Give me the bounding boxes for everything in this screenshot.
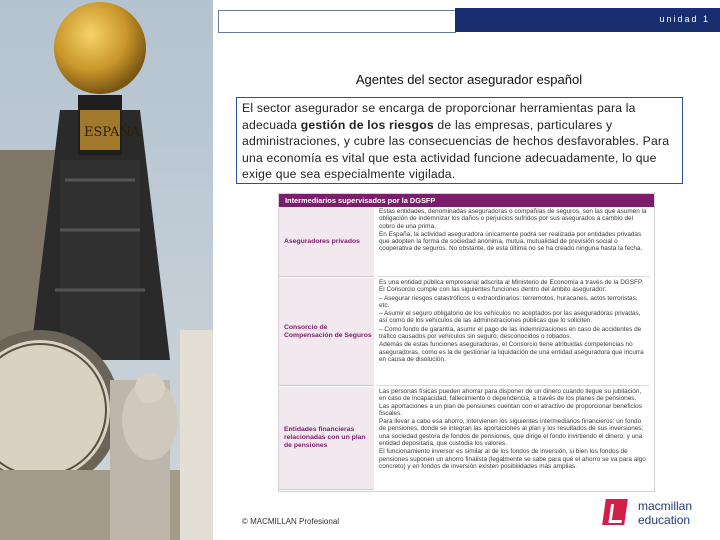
clock-tower-illustration (0, 0, 213, 540)
table-paragraph: – Como fondo de garantía, asumir el pago de las indemnizaciones en caso de accidentes de tráfico causados por vehículos sin seguro, desconocidos o robados. (379, 325, 642, 341)
copyright-footer: © MACMILLAN Profesional (242, 517, 340, 526)
logo-line1: macmillan (638, 499, 693, 513)
table-header: Intermediarios supervisados por la DGSFP (279, 194, 654, 207)
table-paragraph: – Asumir el seguro obligatorio de los vehículos no aceptados por las aseguradoras privadas, así como de los vehículos de las administraciones públicas que lo soliciten. (379, 310, 641, 325)
table-row-label: Aseguradores privados (279, 207, 374, 277)
table-paragraph: Además de estas funciones aseguradoras, el Consorcio tiene atribuidas competencias no aseguradoras, como es la de gestionar la liquidación de una entidad aseguradora que incurra en causa de disolución. (379, 341, 644, 363)
unit-label: unidad 1 (659, 14, 710, 24)
macmillan-logo-mark-icon (602, 499, 628, 525)
svg-text:ESPAÑA: ESPAÑA (84, 125, 141, 140)
table-row-label: Entidades financieras relacionadas con un plan de pensiones (279, 387, 374, 490)
table-row-content (377, 207, 650, 277)
macmillan-logo (604, 499, 712, 531)
table-row-content (377, 278, 650, 386)
table-row-content (377, 387, 650, 490)
table-paragraph: Estas entidades, denominadas aseguradoras o compañías de seguros, son las que asumen la obligación de indemnizar los daños o perjuicios sufridos por sus asegurados a cambio del cobro de una prima. (379, 208, 647, 230)
logo-line2: education (638, 513, 691, 527)
intro-text-box (236, 97, 683, 184)
table-paragraph: El funcionamiento inversor es similar al de los fondos de inversión, si bien los fondos de pensiones suponen un ahorro finalista (legalmente se sabe para qué el ahorro se va para algo concreto) y en fondos de inversión existen posibilidades más amplias. (379, 448, 646, 470)
table-paragraph: En España, la actividad aseguradora únicamente podrá ser realizada por entidades privadas que adopten la forma de sociedad anónima, mutua, mutualidad de previsión social o cooperativa de seguros. No obstante, de esta última no se ha creado ninguna hasta la fecha. (379, 230, 643, 253)
intro-text: El sector asegurador se encarga de proporcionar herramientas para la adecuada (242, 101, 636, 132)
table-paragraph: Es una entidad pública empresarial adscrita al Ministerio de Economía a través de la DGSFP. El Consorcio cumple con las siguientes funciones dentro del ámbito asegurador: (379, 279, 644, 294)
header-left-bar (218, 10, 456, 33)
table-paragraph: Las personas físicas pueden ahorrar para disponer de un dinero cuando llegue su jubilación, en caso de incapacidad, fallecimiento o dependencia, a través de los planes de pensiones. Las aportaciones a un plan de pensiones cuentan con el atractivo de proporcionar beneficios fiscales. (379, 388, 642, 417)
intermediaries-table (278, 193, 655, 492)
header-unit-bar (455, 8, 720, 32)
decorative-photo (0, 0, 213, 540)
table-paragraph: Para llevar a cabo esa ahorro, intervienen los siguientes intermediarios financieros: un fondo de pensiones, donde se integran las aportaciones al plan y los resultados de sus inversiones; una sociedad gestora de fondos de pensiones, que dirige el fondo invirtiendo el dinero; y una entidad depositaria, que custodia los valores. (379, 418, 644, 448)
slide-title: Agentes del sector asegurador español (355, 72, 583, 87)
table-row-label: Consorcio de Compensación de Seguros (279, 278, 374, 386)
table-paragraph: – Asegurar riesgos catastróficos o extraordinarios: terremotos, huracanes, actos terroristas, etc. (379, 294, 638, 309)
intro-text-continued: de las empresas, particulares y administraciones, y cubre las consecuencias de hechos desfavorables. Para una economía es vital que esta actividad funcione adecuadamente, lo que exige que sea especialmente vigilada. (242, 117, 670, 182)
intro-highlight: gestión de los riesgos (300, 117, 434, 132)
